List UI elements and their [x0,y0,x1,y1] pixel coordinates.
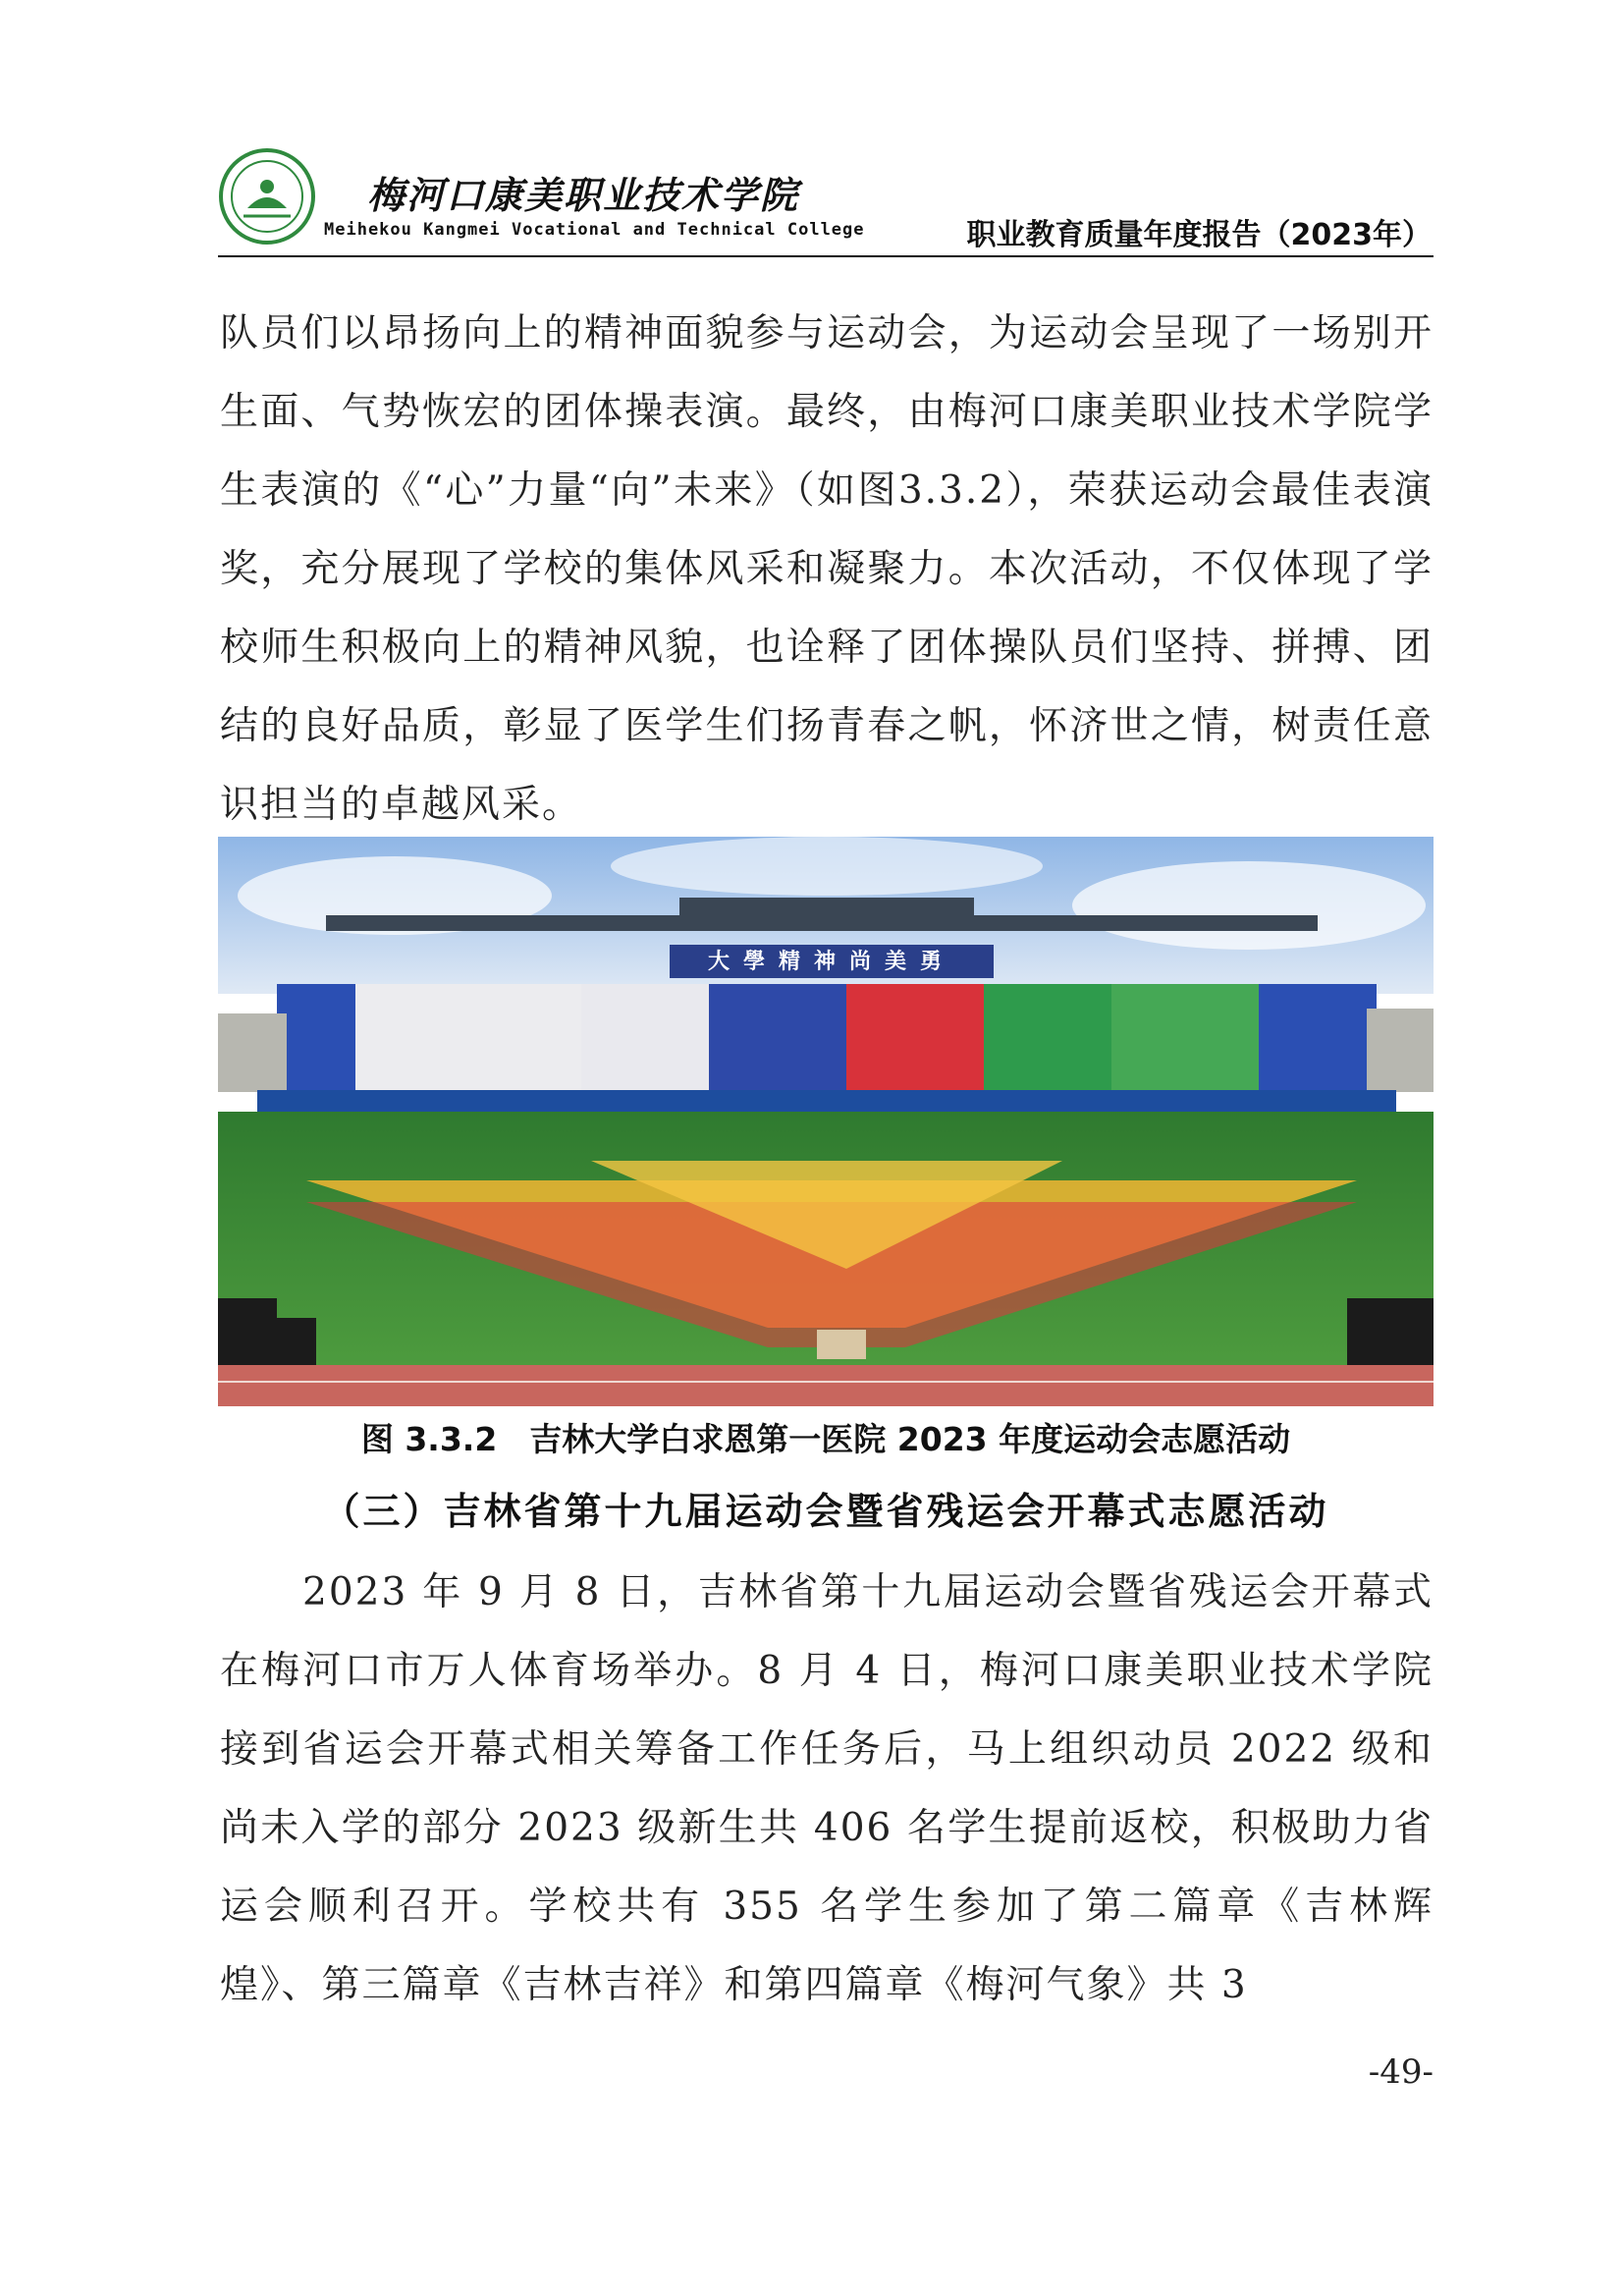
report-title: 职业教育质量年度报告（2023年） [966,218,1432,252]
college-logo [218,147,316,246]
school-name-en: Meihekou Kangmei Vocational and Technical College [324,220,865,240]
stadium-banner-text: 大學精神尚美勇 [707,949,956,974]
section-heading: （三）吉林省第十九届运动会暨省残运会开幕式志愿活动 [322,1489,1329,1533]
body-paragraph-2: 2023 年 9 月 8 日，吉林省第十九届运动会暨省残运会开幕式在梅河口市万人体育场举办。8 月 4 日，梅河口康美职业技术学院接到省运会开幕式相关筹备工作任务后，马上组织动员 2022 级和尚未入学的部分 2023 级新生共 406 名学生提前返校，积极助力省运会顺利召开。学校共有 355 名学生参加了第二篇章《吉林辉煌》、第三篇章《吉林吉祥》和第四篇章《梅河气象》共 3 [220,1570,1434,2007]
figure-caption: 图 3.3.2 吉林大学白求恩第一医院 2023 年度运动会志愿活动 [360,1420,1291,1458]
school-name-cn: 梅河口康美职业技术学院 [367,173,800,217]
header-rule [218,255,1434,257]
page-header [218,137,1434,257]
body-paragraph-1: 队员们以昂扬向上的精神面貌参与运动会，为运动会呈现了一场别开生面、气势恢宏的团体操表演。最终，由梅河口康美职业技术学院学生表演的《“心”力量“向”未来》（如图3.3.2），荣获运动会最佳表演奖，充分展现了学校的集体风采和凝聚力。本次活动，不仅体现了学校师生积极向上的精神风貌，也诠释了团体操队员们坚持、拼搏、团结的良好品质，彰显了医学生们扬青春之帆，怀济世之情，树责任意识担当的卓越风采。 [220,311,1434,827]
page-number: -49- [1368,2052,1434,2092]
sports-meet-photo [218,837,1434,1406]
